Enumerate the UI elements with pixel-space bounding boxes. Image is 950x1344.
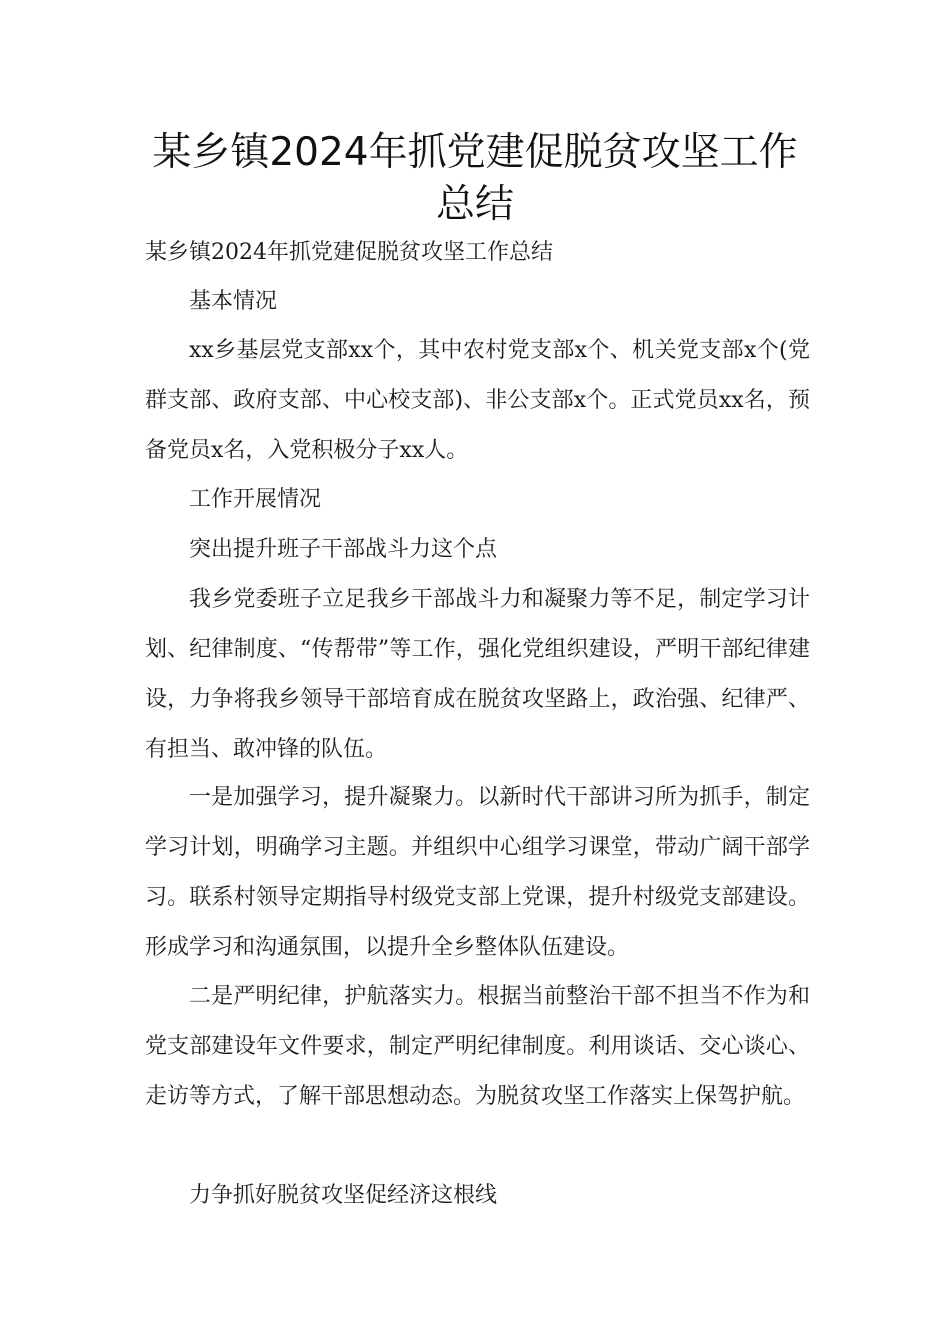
document-title	[100, 128, 850, 230]
section-heading-team: 突出提升班子干部战斗力这个点	[189, 537, 498, 562]
subtitle-paragraph: 某乡镇2024年抓党建促脱贫攻坚工作总结	[145, 240, 553, 265]
paragraph-study: 一是加强学习，提升凝聚力。以新时代干部讲习所为抓手，制定学习计划，明确学习主题。并组织中心组学习课堂，带动广阔干部学习。联系村领导定期指导村级党支部上党课，提升村级党支部建设。形成学习和沟通氛围，以提升全乡整体队伍建设。	[145, 785, 810, 960]
title-line-1: 某乡镇2024年抓党建促脱贫攻坚工作	[152, 130, 798, 175]
section-heading-basic: 基本情况	[189, 289, 278, 314]
paragraph-basic-info: xx乡基层党支部xx个，其中农村党支部x个、机关党支部x个(党群支部、政府支部、中心校支部)、非公支部x个。正式党员xx名，预备党员x名，入党积极分子xx人。	[145, 338, 810, 463]
title-line-2: 总结	[435, 182, 514, 227]
paragraph-team: 我乡党委班子立足我乡干部战斗力和凝聚力等不足，制定学习计划、纪律制度、“传帮带”等工作，强化党组织建设，严明干部纪律建设，力争将我乡领导干部培育成在脱贫攻坚路上，政治强、纪律严、有担当、敢冲锋的队伍。	[145, 587, 810, 762]
section-heading-work: 工作开展情况	[189, 487, 322, 512]
section-heading-economy: 力争抓好脱贫攻坚促经济这根线	[189, 1183, 498, 1208]
paragraph-discipline: 二是严明纪律，护航落实力。根据当前整治干部不担当不作为和党支部建设年文件要求，制定严明纪律制度。利用谈话、交心谈心、走访等方式，了解干部思想动态。为脱贫攻坚工作落实上保驾护航。	[145, 984, 810, 1109]
